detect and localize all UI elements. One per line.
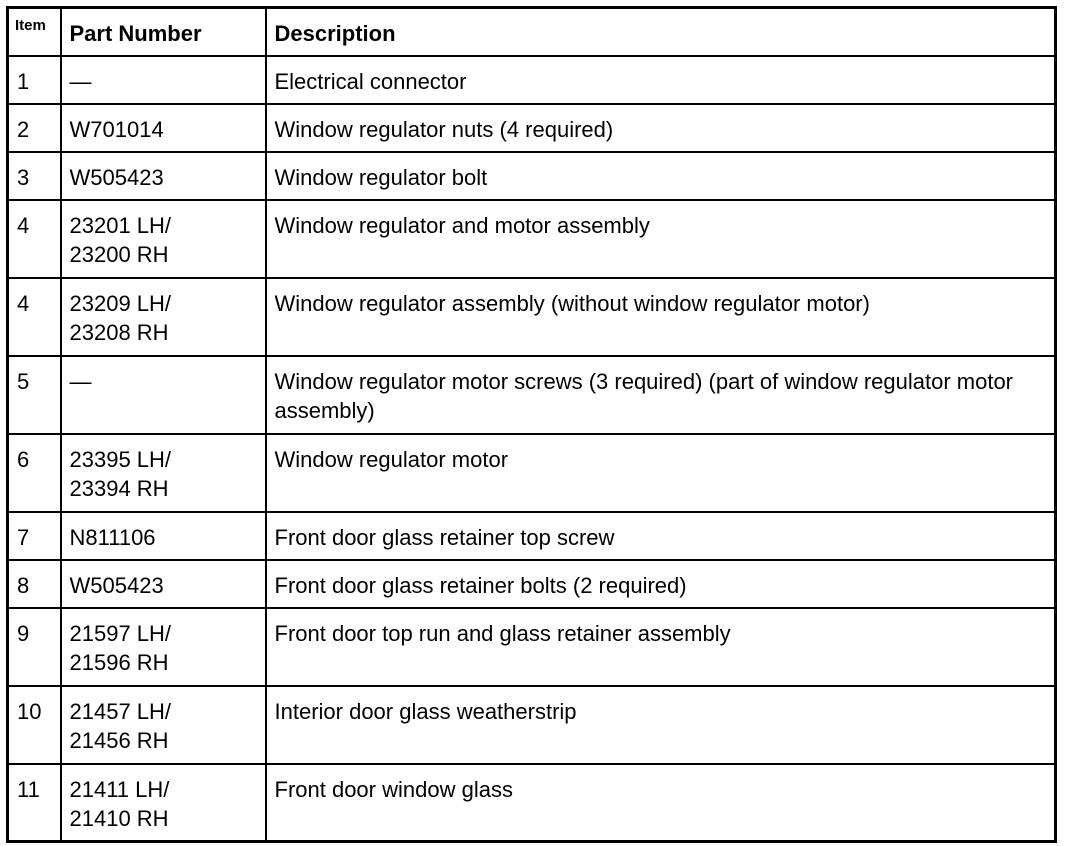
part-number-line: — [69, 68, 92, 94]
item-cell: 4 [8, 278, 61, 356]
item-cell: 5 [8, 356, 61, 434]
part-number-line: 23208 RH [69, 319, 169, 345]
item-cell: 9 [8, 608, 61, 686]
table-row [8, 434, 1056, 512]
part-number-cell [61, 356, 266, 434]
part-number-line: N811106 [69, 524, 156, 550]
description-cell: Front door glass retainer bolts (2 required) [266, 560, 1056, 608]
part-number-cell [61, 560, 266, 608]
part-number-cell [61, 686, 266, 764]
header-row [8, 8, 1056, 56]
part-number-cell [61, 608, 266, 686]
table-row [8, 278, 1056, 356]
table-row [8, 56, 1056, 104]
part-number-line: 21456 RH [69, 727, 169, 753]
part-number-line: 21457 LH/ [69, 698, 172, 724]
description-cell: Front door top run and glass retainer assembly [266, 608, 1056, 686]
table-row [8, 104, 1056, 152]
part-number-line: 21410 RH [69, 805, 169, 831]
item-cell: 6 [8, 434, 61, 512]
header-item: Item [8, 8, 61, 56]
description-cell: Window regulator motor [266, 434, 1056, 512]
part-number-cell [61, 200, 266, 278]
table-row [8, 512, 1056, 560]
part-number-line: 23209 LH/ [69, 290, 172, 316]
table-row [8, 560, 1056, 608]
description-cell: Window regulator motor screws (3 required) (part of window regulator motor assembly) [266, 356, 1056, 434]
item-cell: 1 [8, 56, 61, 104]
header-description: Description [266, 8, 1056, 56]
part-number-cell [61, 152, 266, 200]
table-row [8, 608, 1056, 686]
table-row [8, 152, 1056, 200]
part-number-line: W505423 [69, 572, 164, 598]
part-number-cell [61, 512, 266, 560]
part-number-line: W505423 [69, 164, 164, 190]
table-row [8, 200, 1056, 278]
part-number-line: — [69, 368, 92, 394]
item-cell: 8 [8, 560, 61, 608]
description-cell: Window regulator nuts (4 required) [266, 104, 1056, 152]
item-cell: 3 [8, 152, 61, 200]
part-number-line: 23395 LH/ [69, 446, 172, 472]
item-cell: 2 [8, 104, 61, 152]
part-number-cell [61, 764, 266, 842]
description-cell: Window regulator assembly (without window regulator motor) [266, 278, 1056, 356]
item-cell: 11 [8, 764, 61, 842]
table-row [8, 686, 1056, 764]
description-cell: Front door window glass [266, 764, 1056, 842]
header-part-number: Part Number [61, 8, 266, 56]
part-number-line: 23200 RH [69, 241, 169, 267]
table-row [8, 356, 1056, 434]
part-number-line: 21596 RH [69, 649, 169, 675]
description-cell: Interior door glass weatherstrip [266, 686, 1056, 764]
part-number-cell [61, 104, 266, 152]
part-number-line: 21597 LH/ [69, 620, 172, 646]
part-number-cell [61, 56, 266, 104]
part-number-cell [61, 278, 266, 356]
item-cell: 4 [8, 200, 61, 278]
description-cell: Window regulator bolt [266, 152, 1056, 200]
table-row [8, 764, 1056, 842]
item-cell: 10 [8, 686, 61, 764]
part-number-line: 23201 LH/ [69, 212, 172, 238]
part-number-line: 23394 RH [69, 475, 169, 501]
part-number-cell [61, 434, 266, 512]
item-cell: 7 [8, 512, 61, 560]
description-cell: Electrical connector [266, 56, 1056, 104]
part-number-line: 21411 LH/ [69, 776, 170, 802]
description-cell: Front door glass retainer top screw [266, 512, 1056, 560]
part-number-line: W701014 [69, 116, 164, 142]
parts-table [6, 6, 1057, 843]
description-cell: Window regulator and motor assembly [266, 200, 1056, 278]
